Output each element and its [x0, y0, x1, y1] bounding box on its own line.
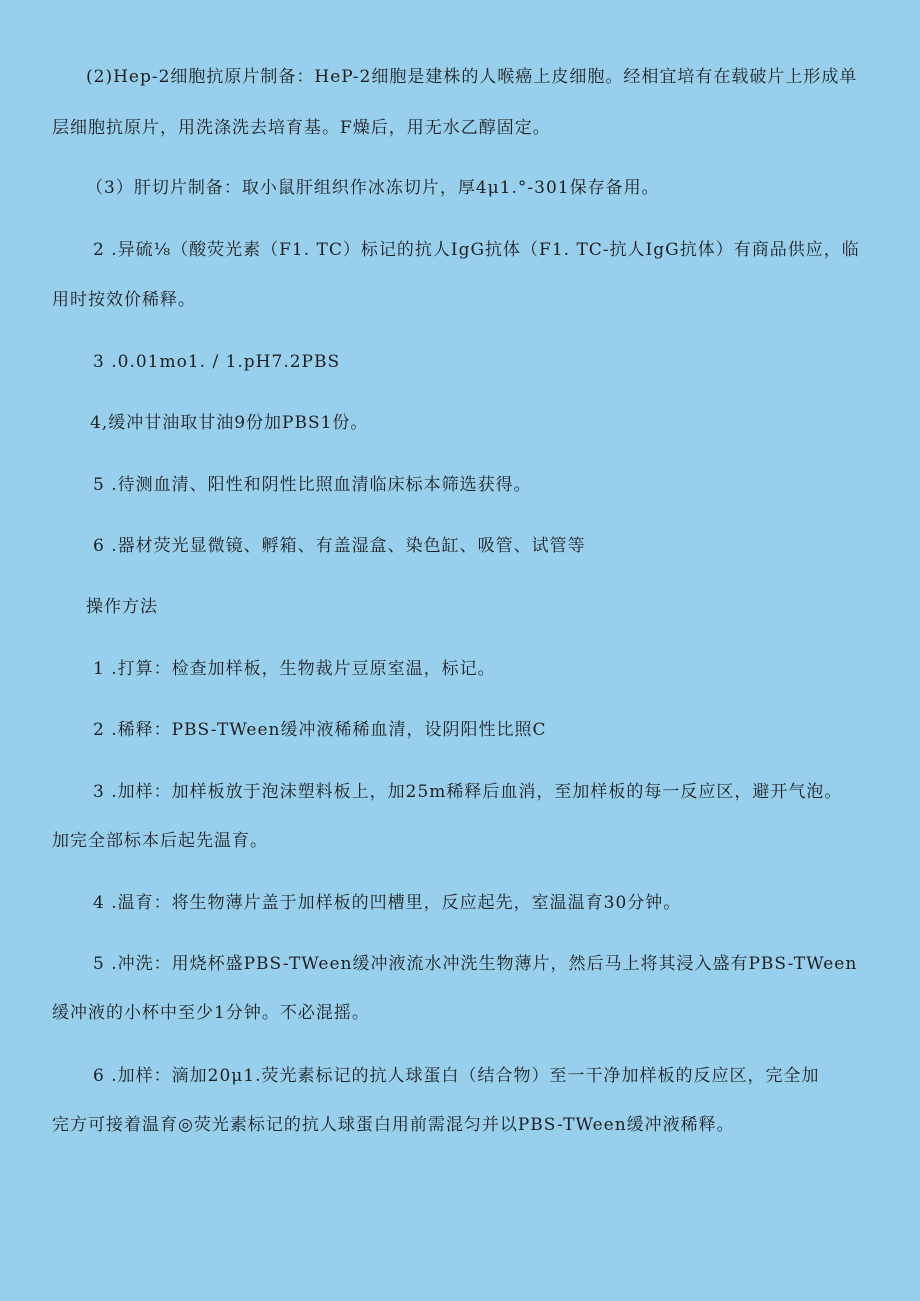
text-line: 用时按效价稀释。 [52, 290, 196, 310]
text-line: 3 .加样：加样板放于泡沫塑料板上，加25m稀释后血消，至加样板的每一反应区，避开气泡。 [93, 782, 843, 802]
text-line: 缓冲液的小杯中至少1分钟。不必混摇。 [52, 1003, 370, 1023]
text-line: 5 .待测血清、阳性和阴性比照血清临床标本筛选获得。 [93, 475, 532, 495]
text-line: 3 .0.01mo1. / 1.pH7.2PBS [93, 352, 341, 372]
text-line: 完方可接着温育◎荧光素标记的抗人球蛋白用前需混匀并以PBS-TWeen缓冲液稀释。 [52, 1115, 735, 1135]
text-line: 1 .打算：检查加样板，生物裁片豆原室温，标记。 [93, 659, 496, 679]
text-line: (2)Hep-2细胞抗原片制备：HeP-2细胞是建株的人喉癌上皮细胞。经相宜培有在载破片上形成单 [86, 67, 858, 87]
text-line: 2 .异硫⅛（酸荧光素（F1. TC）标记的抗人IgG抗体（F1. TC-抗人IgG抗体）有商品供应，临 [93, 240, 860, 260]
text-line: 2 .稀释：PBS-TWeen缓冲液稀稀血清，设阴阳性比照C [93, 720, 547, 740]
text-line: 5 .冲洗：用烧杯盛PBS-TWeen缓冲液流水冲洗生物薄片，然后马上将其浸入盛有PBS-TWeen [93, 954, 858, 974]
text-line: 加完全部标本后起先温育。 [52, 831, 268, 851]
text-line: （3）肝切片制备：取小鼠肝组织作冰冻切片，厚4μ1.°-301保存备用。 [86, 178, 660, 198]
text-line: 6 .加样：滴加20μ1.荧光素标记的抗人球蛋白（结合物）至一干净加样板的反应区，完全加 [93, 1066, 820, 1086]
text-line: 4,缓冲甘油取甘油9份加PBS1份。 [90, 413, 369, 433]
text-line: 4 .温育：将生物薄片盖于加样板的凹槽里，反应起先，室温温育30分钟。 [93, 893, 682, 913]
text-line: 层细胞抗原片，用洗涤洗去培育基。F燥后，用无水乙醇固定。 [52, 118, 551, 138]
section-heading: 操作方法 [86, 597, 158, 617]
text-line: 6 .器材荧光显微镜、孵箱、有盖湿盒、染色缸、吸管、试管等 [93, 536, 586, 556]
